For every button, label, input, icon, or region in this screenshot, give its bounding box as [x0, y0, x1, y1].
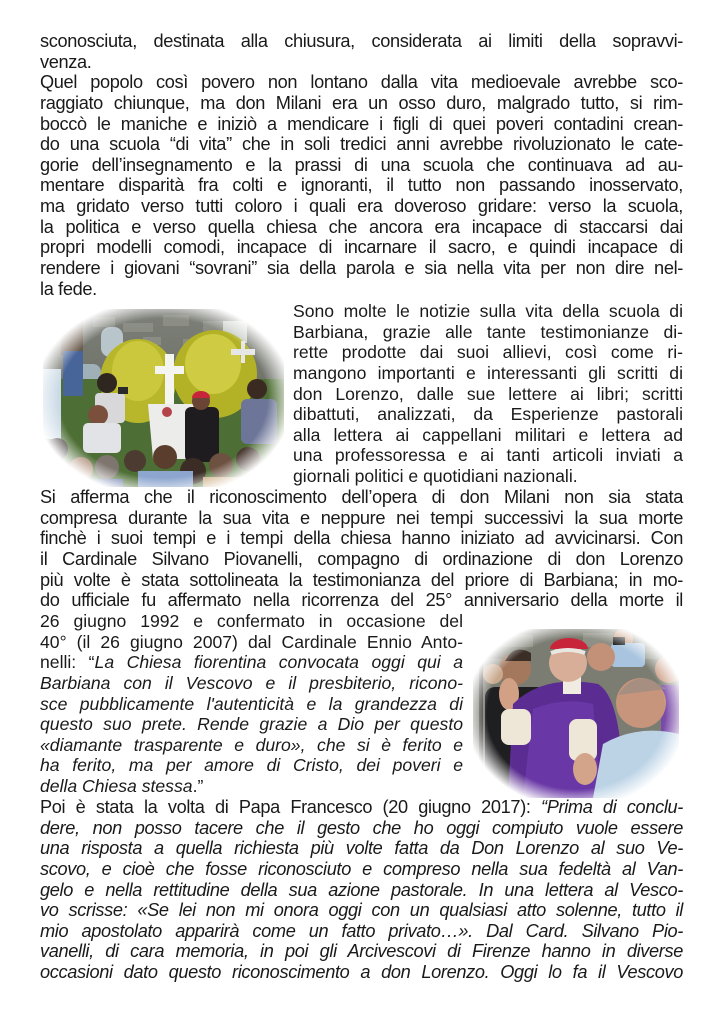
quote-line: «diamante trasparente e duro», che si è ferito e	[40, 734, 463, 755]
quote-text: “Prima di conclu-	[541, 797, 683, 817]
text-line: rette prodotte dai suoi allievi, così come ri-	[293, 342, 683, 363]
text-line: la fede.	[40, 278, 97, 299]
quote-text: La Chiesa fiorentina convocata oggi qui a	[94, 652, 463, 673]
text-line: giornali politici e quotidiani nazionali.	[293, 466, 578, 487]
text-line: venza.	[40, 51, 92, 72]
text-line: la politica e verso quella chiesa che ancora era incapace di staccarsi dai	[40, 216, 683, 237]
text-line: don Lorenzo, dalle sue lettere ai libri; scritti	[293, 383, 683, 404]
text-line: Quel popolo così povero non lontano dalla vita medioevale avrebbe sco-	[40, 72, 683, 93]
text-line: rendere i giovani “sovrani” sia della parola e sia nella vita per non dire nel-	[40, 258, 683, 279]
quote-line: occasioni dato questo riconoscimento a don Lorenzo. Oggi lo fa il Vescovo	[40, 962, 683, 983]
text-line: 40° (il 26 giugno 2007) dal Cardinale Ennio Anto-	[40, 631, 463, 652]
paragraph-recognition	[40, 487, 683, 611]
text-line: dibattuti, analizzati, da Esperienze pastorali	[293, 404, 683, 425]
paragraph-writings	[293, 301, 683, 487]
quote-line: questo suo prete. Rende grazie a Dio per questo	[40, 714, 463, 735]
quote-line: Barbiana con il Vescovo e il presbiterio, ricono-	[40, 672, 463, 693]
text-line: 26 giugno 1992 e confermato in occasione del	[40, 611, 463, 631]
text-line: do una scuola “di vita” che in soli tredici anni avrebbe rivoluzionato le cate-	[40, 134, 683, 155]
quote-line: sce pubblicamente l'autenticità e la grandezza di	[40, 693, 463, 714]
quote-line: ha ferito, ma per amore di Cristo, dei poveri e	[40, 755, 463, 776]
text-run: Poi è stata la volta di Papa Francesco (20 giugno 2017):	[40, 797, 542, 817]
photo-grave-gathering	[43, 309, 284, 487]
quote-line: una risposta a quella richiesta più volte fatta da Don Lorenzo al suo Ve-	[40, 838, 683, 859]
text-line: una professoressa e ai tanti articoli inviati a	[293, 445, 683, 466]
paragraph-intro	[40, 31, 683, 299]
text-run: .”	[192, 776, 204, 797]
text-line	[40, 776, 463, 797]
cardinal-image	[473, 629, 679, 798]
text-line: il Cardinale Silvano Piovanelli, compagno di ordinazione di don Lorenzo	[40, 548, 683, 569]
text-line: raggiato chiunque, ma don Milani era un osso duro, malgrado tutto, si rim-	[40, 92, 683, 113]
text-line: finchè i suoi tempi e i tempi della chiesa hanno iniziato ad avvicinarsi. Con	[40, 528, 683, 549]
text-line: mentare disparità fra colti e ignoranti, il tutto non passando inosservato,	[40, 175, 683, 196]
quote-line: gelo e nella rettitudine della sua azione pastorale. In una lettera al Vesco-	[40, 879, 683, 900]
quote-line: vanelli, di cara memoria, in poi gli Arcivescovi di Firenze hanno in diverse	[40, 941, 683, 962]
text-line	[40, 797, 683, 818]
text-line: Sono molte le notizie sulla vita della scuola di	[293, 301, 683, 321]
text-line: compresa durante la sua vita e neppure nei tempi successivi la sua morte	[40, 507, 683, 528]
text-line: alla lettera ai cappellani militari e lettera ad	[293, 424, 683, 445]
quote-text: della Chiesa stessa	[40, 776, 193, 797]
text-line: sconosciuta, destinata alla chiusura, considerata ai limiti della sopravvi-	[40, 31, 683, 51]
text-line	[40, 652, 463, 673]
text-line: do ufficiale fu affermato nella ricorrenza del 25° anniversario della morte il	[40, 590, 683, 611]
text-line: boccò le maniche e iniziò a mendicare i figli di quei poveri contadini crean-	[40, 113, 683, 134]
text-line: ma gridato verso tutti coloro i quali era doveroso gridare: verso la scuola,	[40, 196, 683, 217]
text-line: Barbiana, grazie alle tante testimonianze di-	[293, 321, 683, 342]
grave-gathering-image	[43, 309, 284, 487]
text-line: Si afferma che il riconoscimento dell’opera di don Milani non sia stata	[40, 487, 683, 507]
text-line: mangono importanti e interessanti gli scritti di	[293, 362, 683, 383]
text-line: propri modelli comodi, incapace di incarnare il sacro, e quindi incapace di	[40, 237, 683, 258]
quote-line: vo scrisse: «Se lei non mi onora oggi con un qualsiasi atto solenne, tutto il	[40, 900, 683, 921]
text-line: più volte è stata sottolineata la testimonianza del priore di Barbiana; in mo-	[40, 569, 683, 590]
text-line: gorie dell’insegnamento e la prassi di una scuola che continuava ad au-	[40, 154, 683, 175]
photo-cardinal-purple-vestments	[473, 629, 679, 798]
paragraph-pope-francis	[40, 797, 683, 983]
quote-line: scovo, e cioè che fosse riconosciuto e compreso nella sua fedeltà al Van-	[40, 858, 683, 879]
quote-line: dere, non posso tacere che il gesto che ho oggi compiuto vuole essere	[40, 817, 683, 838]
quote-line: mio apostolato apparirà come un fatto privato…». Dal Card. Silvano Pio-	[40, 920, 683, 941]
paragraph-antonelli-quote	[40, 611, 463, 797]
text-run: nelli: “	[40, 652, 95, 673]
